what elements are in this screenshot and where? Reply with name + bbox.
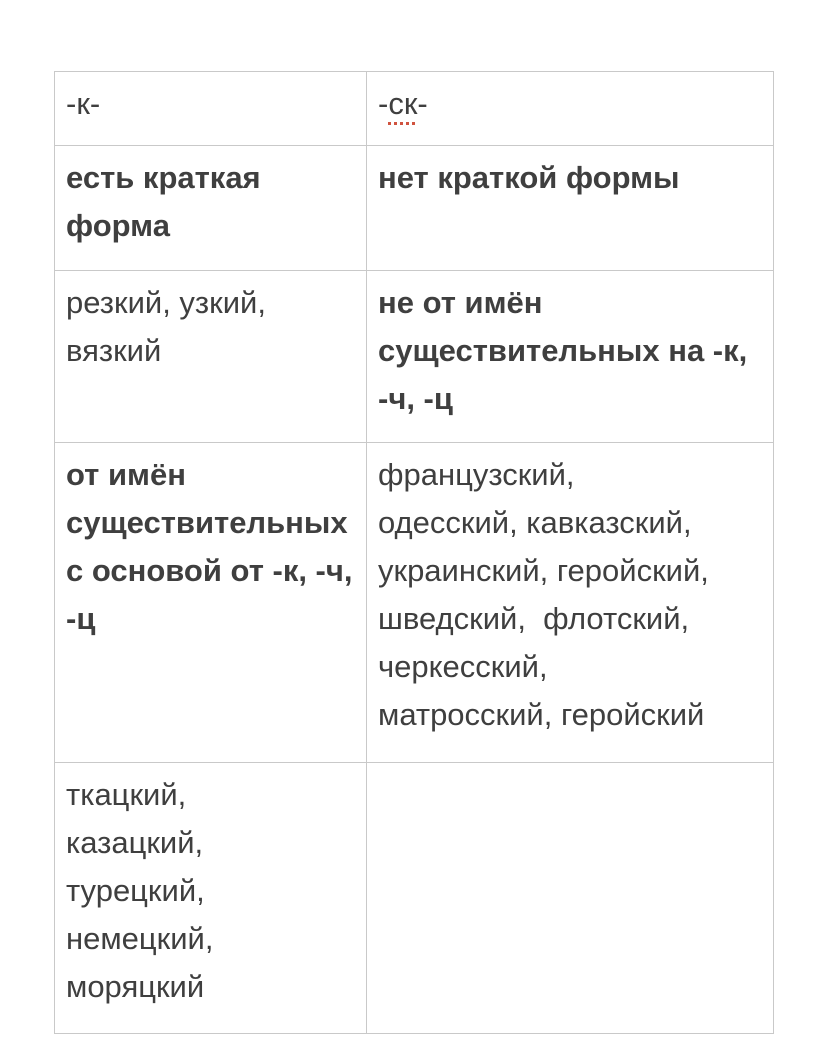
- empty-cell: [367, 763, 774, 1034]
- table-cell: [55, 763, 367, 1034]
- table-header-row: [55, 72, 774, 146]
- table-cell: [55, 443, 367, 763]
- header-cell-sk: [367, 72, 774, 146]
- short-form-rule-right: нет краткой формы: [378, 160, 680, 195]
- header-prefix-sk: -: [378, 86, 389, 121]
- noun-rule-right: не от имён существительных на -к, -ч, -ц: [378, 285, 748, 416]
- table-cell: [55, 146, 367, 271]
- table-row: [55, 271, 774, 443]
- header-suffix-sk: -: [417, 86, 428, 121]
- example-line: шведский, флотский,: [378, 601, 690, 636]
- examples-k-short: резкий, узкий, вязкий: [66, 285, 266, 368]
- table-cell: [367, 146, 774, 271]
- suffix-table: [54, 71, 774, 1034]
- example-line: турецкий,: [66, 873, 205, 908]
- table-row: [55, 146, 774, 271]
- table-row: [55, 763, 774, 1034]
- example-line: ткацкий,: [66, 777, 187, 812]
- example-line: казацкий,: [66, 825, 204, 860]
- example-line: черкесский,: [378, 649, 548, 684]
- example-line: моряцкий: [66, 969, 205, 1004]
- header-cell-k: [55, 72, 367, 146]
- example-line: матросский, геройский: [378, 697, 705, 732]
- table-row: [55, 443, 774, 763]
- table-cell: [367, 271, 774, 443]
- example-line: немецкий,: [66, 921, 214, 956]
- noun-stem-rule-left: от имён существительных с основой от -к, -ч, -ц: [66, 457, 353, 636]
- header-label-sk: ск: [388, 86, 418, 121]
- example-line: украинский, геройский,: [378, 553, 709, 588]
- header-label-k: -к-: [66, 86, 101, 121]
- example-line: одесский, кавказский,: [378, 505, 692, 540]
- table-cell: [367, 443, 774, 763]
- example-line: французский,: [378, 457, 575, 492]
- table-cell: [55, 271, 367, 443]
- short-form-rule-left: есть краткая форма: [66, 160, 261, 243]
